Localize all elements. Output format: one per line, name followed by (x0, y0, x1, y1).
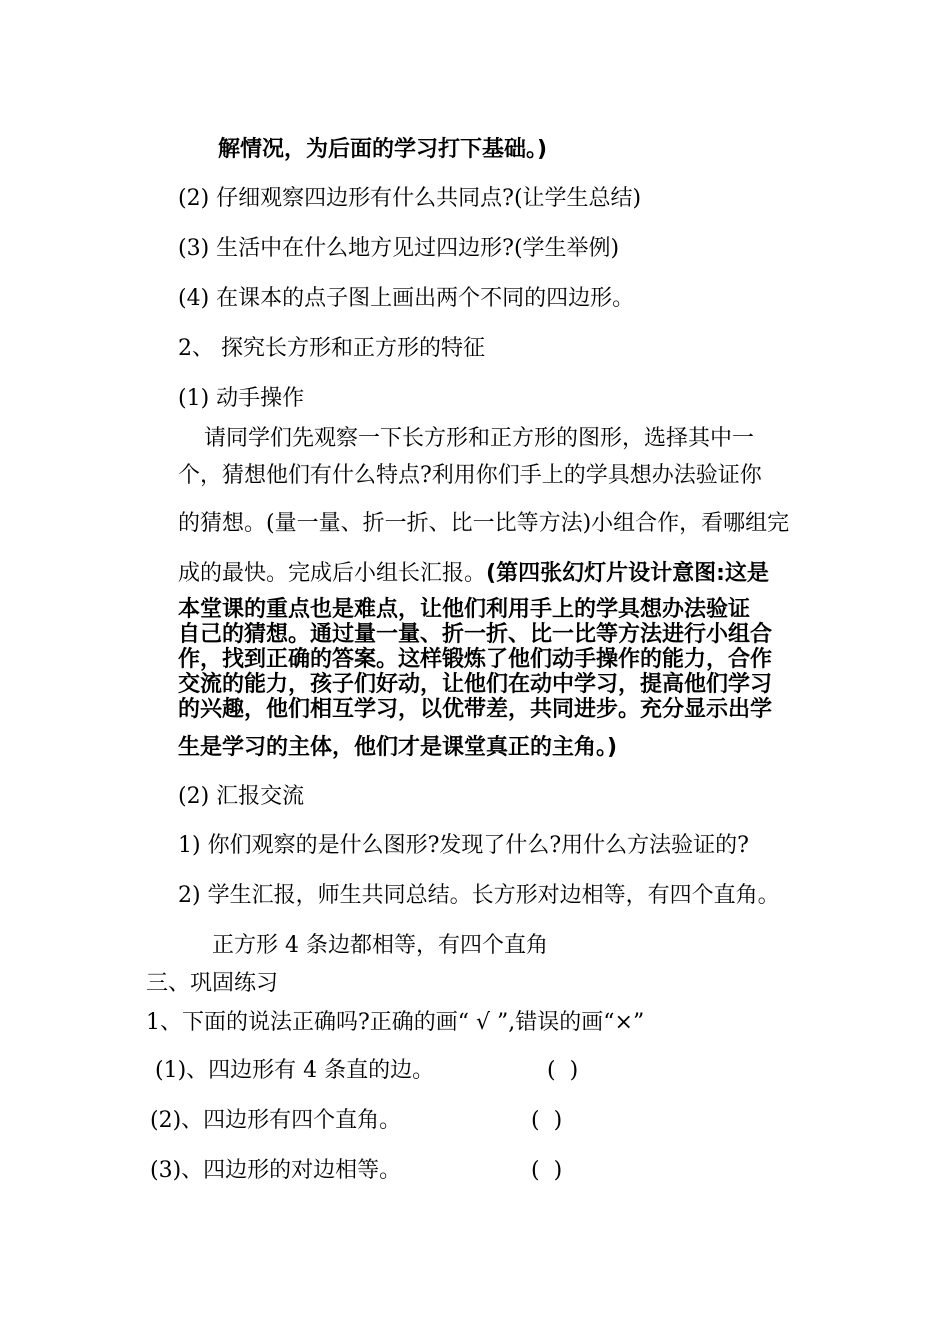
paragraph-line-4 (178, 561, 769, 587)
answer-bracket-3: ( ) (531, 1158, 563, 1183)
report-item-2: 2) 学生汇报，师生共同总结。长方形对边相等，有四个直角。 (178, 883, 780, 908)
exercise-item-2: (2)、四边形有四个直角。 (150, 1108, 402, 1133)
question-3: (3) 生活中在什么地方见过四边形?(学生举例) (178, 236, 620, 261)
answer-bracket-1: ( ) (547, 1058, 579, 1083)
report-heading: (2) 汇报交流 (178, 784, 305, 809)
exercise-instruction: 1、下面的说法正确吗?正确的画“ √ ”,错误的画“×” (146, 1010, 645, 1035)
design-intent-start: (第四张幻灯片设计意图:这是 (486, 561, 769, 586)
paragraph-plain-text: 成的最快。完成后小组长汇报。 (178, 561, 487, 586)
design-intent-line-6: 生是学习的主体，他们才是课堂真正的主角。) (178, 735, 618, 760)
paragraph-line-2: 个，猜想他们有什么特点?利用你们手上的学具想办法验证你 (178, 463, 762, 488)
operation-heading: (1) 动手操作 (178, 386, 305, 411)
section-2-heading: 2、 探究长方形和正方形的特征 (178, 336, 485, 361)
exercise-item-1: (1)、四边形有 4 条直的边。 (155, 1058, 435, 1083)
design-intent-line-2: 自己的猜想。通过量一量、折一折、比一比等方法进行小组合 (178, 622, 773, 647)
paragraph-line-1: 请同学们先观察一下长方形和正方形的图形，选择其中一 (204, 426, 755, 451)
question-2: (2) 仔细观察四边形有什么共同点?(让学生总结) (178, 186, 642, 211)
intent-ending: 解情况，为后面的学习打下基础。) (218, 137, 548, 162)
design-intent-line-4: 交流的能力，孩子们好动，让他们在动中学习，提高他们学习 (178, 672, 773, 697)
paragraph-line-3: 的猜想。(量一量、折一折、比一比等方法)小组合作，看哪组完 (178, 511, 790, 536)
answer-bracket-2: ( ) (531, 1108, 563, 1133)
question-4: (4) 在课本的点子图上画出两个不同的四边形。 (178, 286, 635, 311)
design-intent-line-1: 本堂课的重点也是难点，让他们利用手上的学具想办法验证 (178, 597, 751, 622)
report-item-2-cont: 正方形 4 条边都相等，有四个直角 (212, 933, 548, 958)
design-intent-line-5: 的兴趣，他们相互学习，以优带差，共同进步。充分显示出学 (178, 697, 773, 722)
exercise-item-3: (3)、四边形的对边相等。 (150, 1158, 402, 1183)
design-intent-line-3: 作，找到正确的答案。这样锻炼了他们动手操作的能力，合作 (178, 647, 773, 672)
report-item-1: 1) 你们观察的是什么图形?发现了什么?用什么方法验证的? (178, 833, 749, 858)
section-3-heading: 三、巩固练习 (146, 971, 279, 996)
